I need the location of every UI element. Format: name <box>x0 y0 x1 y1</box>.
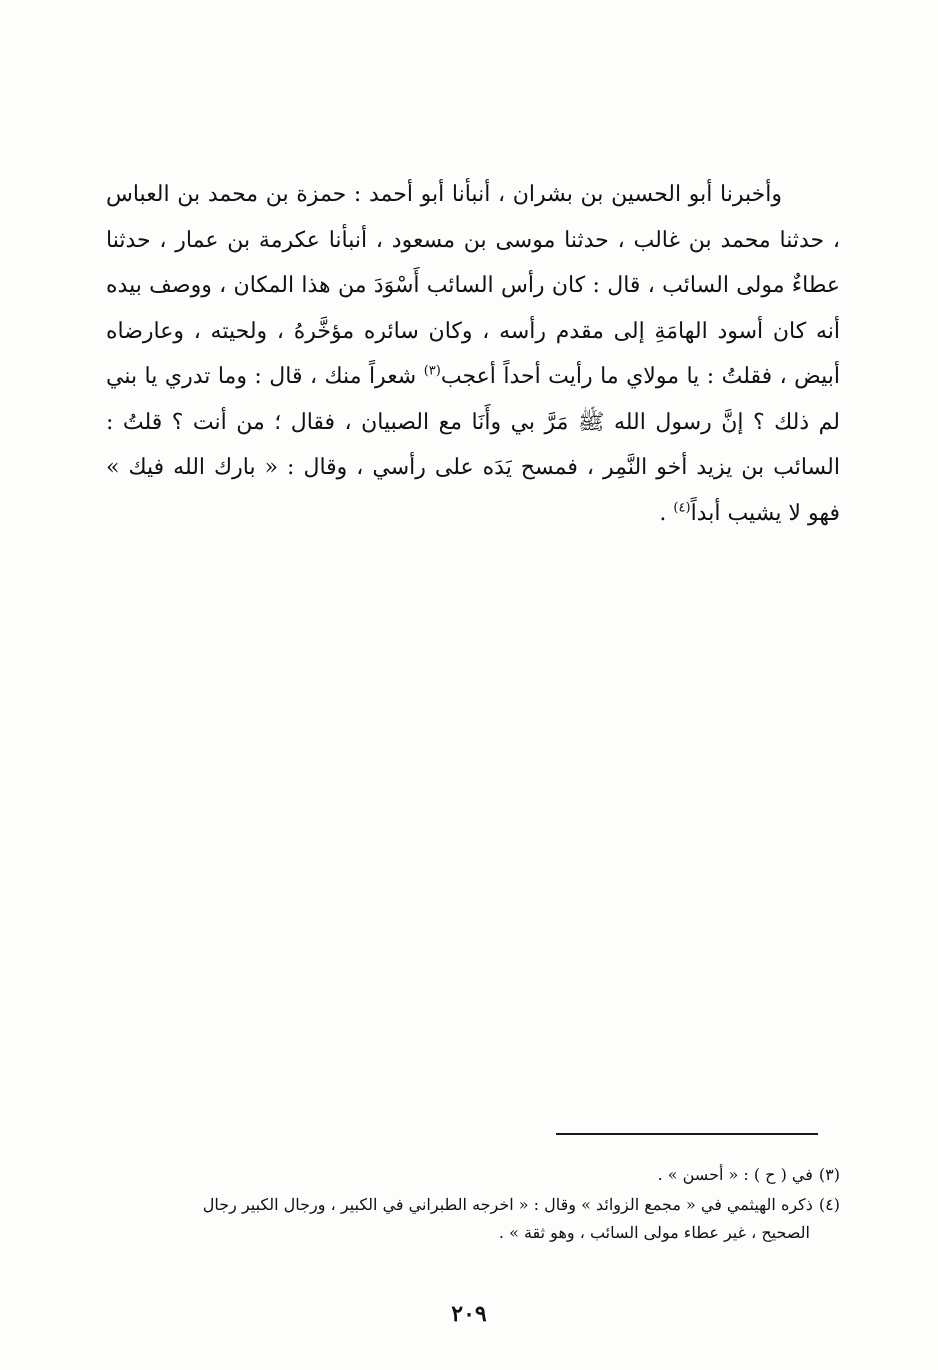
paragraph-end: . <box>659 500 674 526</box>
main-text-block <box>106 172 840 536</box>
footnotes-section <box>104 1161 840 1249</box>
paragraph-text: وأخبرنا أبو الحسين بن بشران ، أنبأنا أبو أحمد : حمزة بن محمد بن العباس ، حدثنا محمد بن غالب ، حدثنا موسى بن مسعود ، أنبأنا عكرمة بن عمار ، حدثنا عطاءٌ مولى السائب ، قال : كان رأس السائب أَسْوَدَ من هذا المكان ، ووصف بيده أنه كان أسود الهامَةِ إلى مقدم رأسه ، وكان سائره مؤخَّرهُ ، ولحيته ، وعارضاه أبيض ، فقلتُ : يا مولاي ما رأيت أحداً أعجب <box>106 182 840 389</box>
footnote-text: في ( ح ) : « أحسن » . <box>657 1165 813 1184</box>
footnote-text: ذكره الهيثمي في « مجمع الزوائد » وقال : « اخرجه الطبراني في الكبير ، ورجال الكبير رجال <box>202 1195 813 1214</box>
footnote-3 <box>104 1161 840 1189</box>
hadith-paragraph <box>106 172 840 536</box>
footnote-number: (٤) <box>818 1195 840 1214</box>
footnote-reference-3: (٣) <box>423 363 441 379</box>
page-number: ٢٠٩ <box>451 1301 487 1327</box>
footnote-reference-4: (٤) <box>673 500 691 516</box>
paragraph-text-continued: شعراً منك ، قال : وما تدري يا بني لم ذلك ؟ إنَّ رسول الله ﷺ مَرَّ بي وأَنَا مع الصبيان ، فقال ؛ من أنت ؟ قلتُ : السائب بن يزيد أخو النَّمِر ، فمسح يَدَه على رأسي ، وقال : « بارك الله فيك » فهو لا يشيب أبداً <box>106 364 840 526</box>
footnote-separator <box>556 1133 818 1135</box>
footnote-number: (٣) <box>818 1165 840 1184</box>
footnote-text-continued: الصحيح ، غير عطاء مولى السائب ، وهو ثقة » . <box>498 1223 810 1242</box>
footnote-4 <box>104 1191 840 1247</box>
